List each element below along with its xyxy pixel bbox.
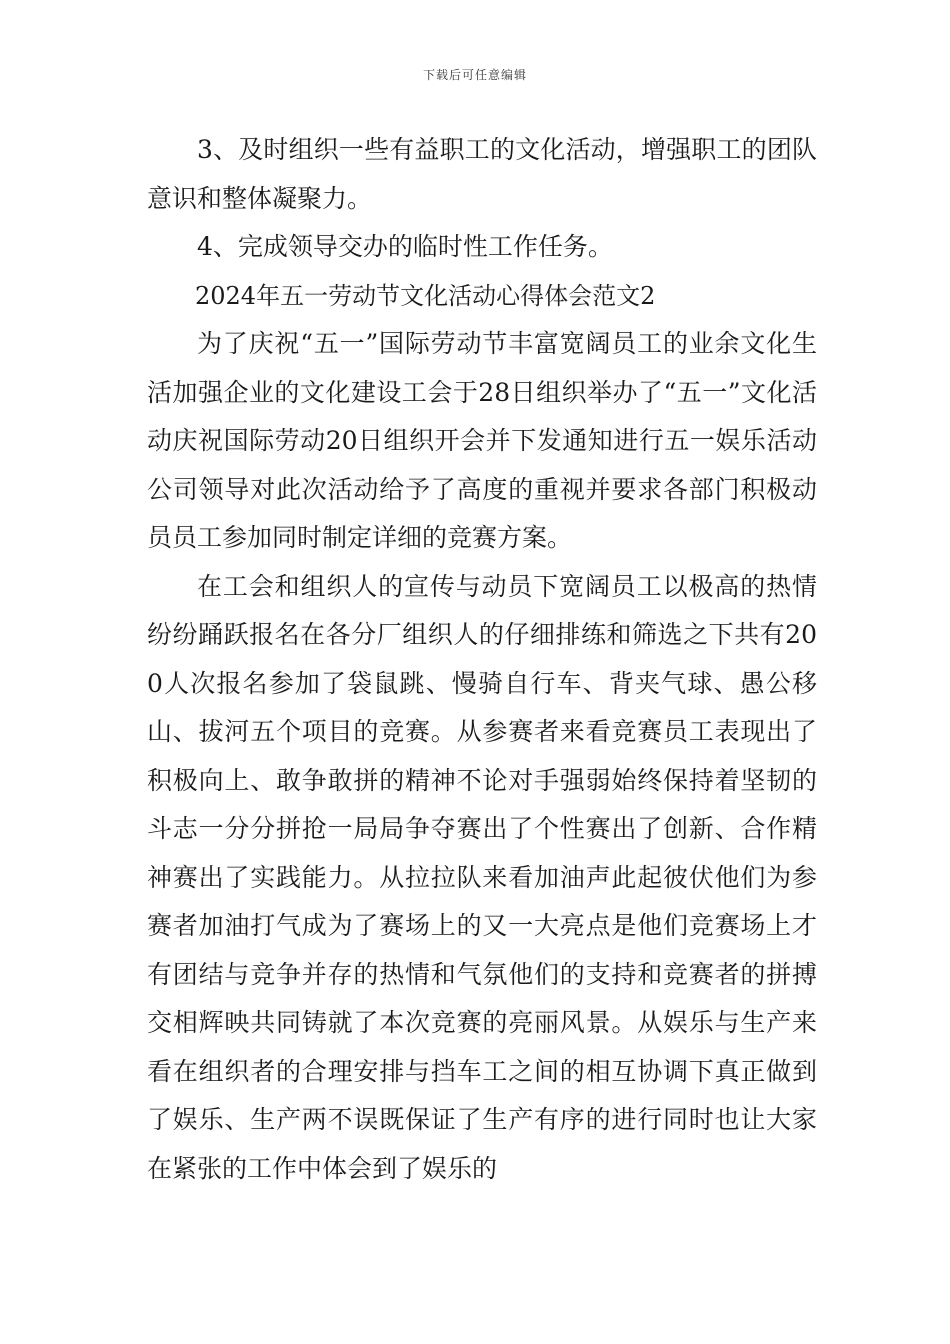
section-title: 2024年五一劳动节文化活动心得体会范文2 [195, 281, 656, 310]
paragraph-intro: 为了庆祝“五一”国际劳动节丰富宽阔员工的业余文化生活加强企业的文化建设工会于28日组织举办了“五一”文化活动庆祝国际劳动20日组织开会并下发通知进行五一娱乐活动公司领导对此次活动给予了高度的重视并要求各部门积极动员员工参加同时制定详细的竞赛方案。 [147, 329, 817, 552]
paragraph-item-3: 3、及时组织一些有益职工的文化活动，增强职工的团队意识和整体凝聚力。 [147, 135, 817, 213]
header-note: 下载后可任意编辑 [422, 68, 527, 82]
document-body [147, 126, 817, 1193]
paragraph-item-4: 4、完成领导交办的临时性工作任务。 [197, 232, 613, 261]
paragraph-competition: 在工会和组织人的宣传与动员下宽阔员工以极高的热情纷纷踊跃报名在各分厂组织人的仔细排练和筛选之下共有200人次报名参加了袋鼠跳、慢骑自行车、背夹气球、愚公移山、拔河五个项目的竞赛。从参赛者来看竞赛员工表现出了积极向上、敢争敢拼的精神不论对手强弱始终保持着坚韧的斗志一分分拼抢一局局争夺赛出了个性赛出了创新、合作精神赛出了实践能力。从拉拉队来看加油声此起彼伏他们为参赛者加油打气成为了赛场上的又一大亮点是他们竞赛场上才有团结与竞争并存的热情和气氛他们的支持和竞赛者的拼搏交相辉映共同铸就了本次竞赛的亮丽风景。从娱乐与生产来看在组织者的合理安排与挡车工之间的相互协调下真正做到了娱乐、生产两不误既保证了生产有序的进行同时也让大家在紧张的工作中体会到了娱乐的 [147, 571, 817, 1183]
